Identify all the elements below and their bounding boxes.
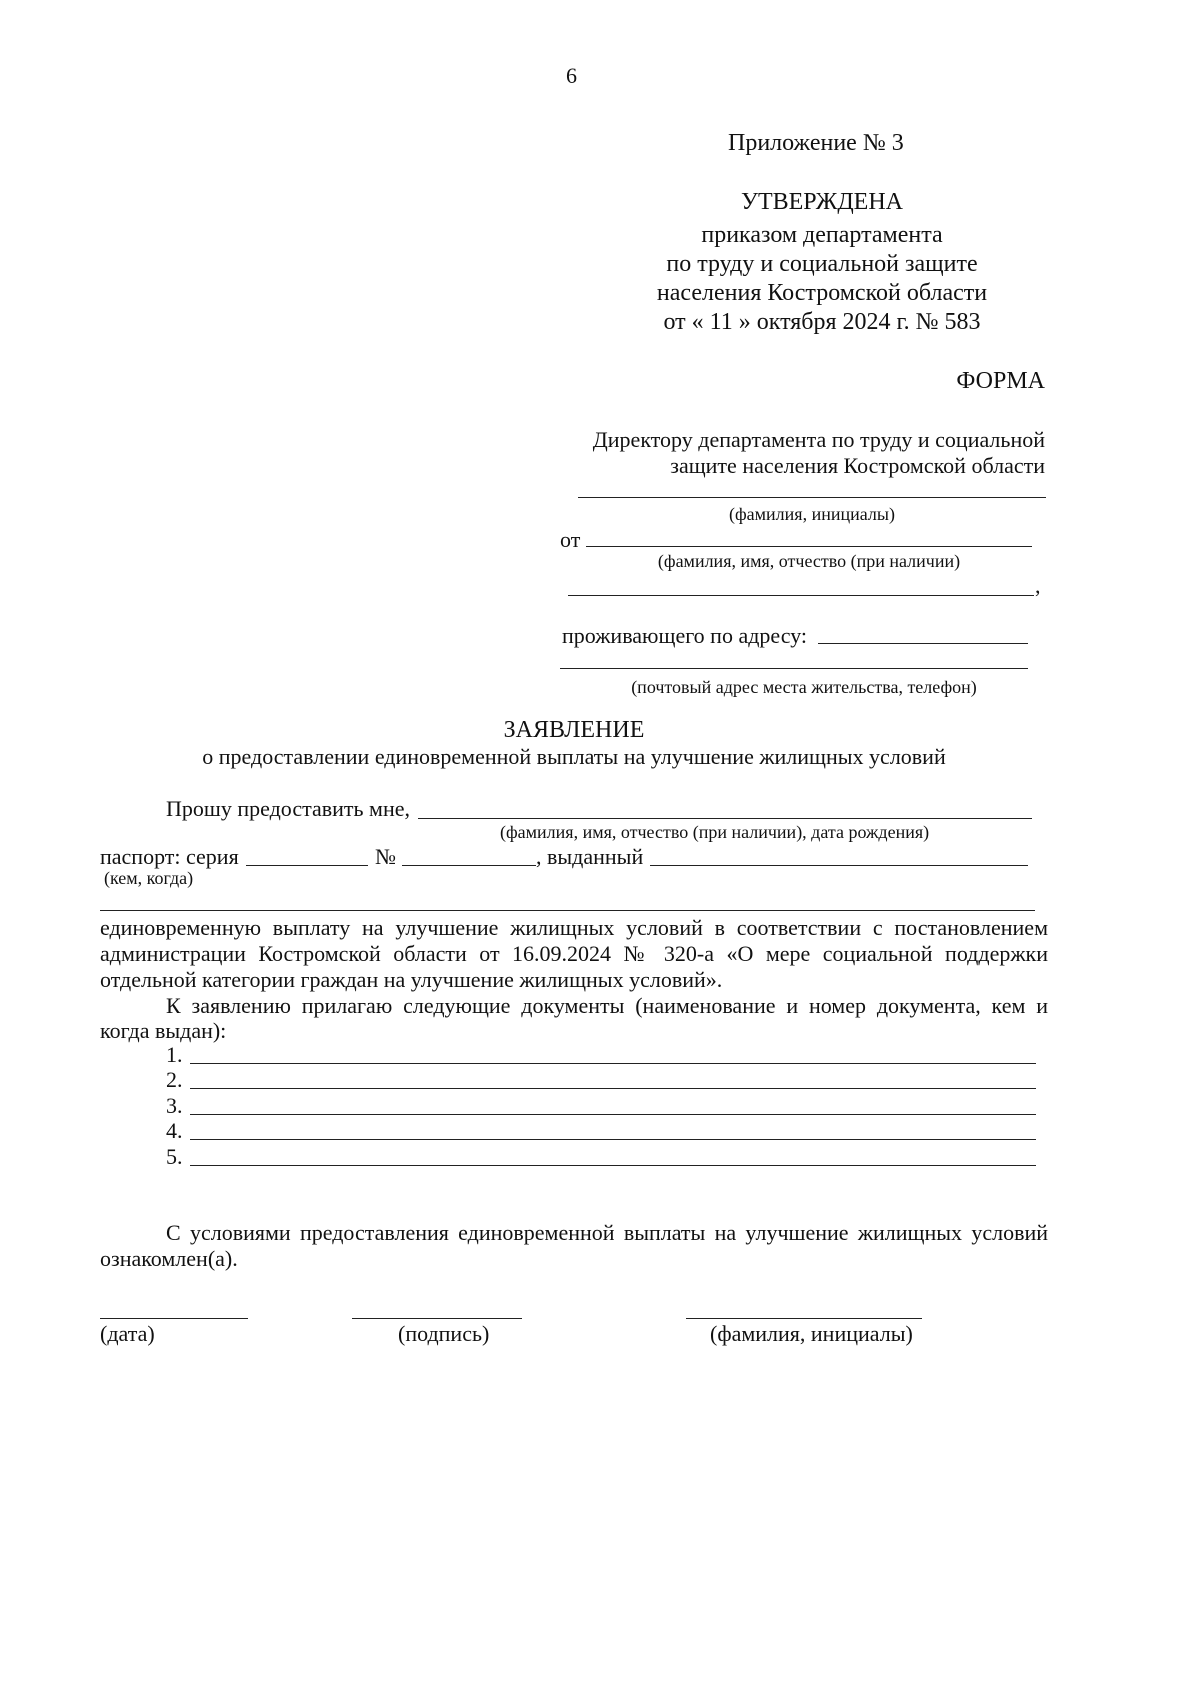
from-label: от bbox=[560, 527, 581, 552]
signature-caption: (подпись) bbox=[398, 1321, 490, 1346]
passport-number-sign: № bbox=[375, 844, 396, 869]
page-number: 6 bbox=[566, 63, 577, 88]
address-label: проживающего по адресу: bbox=[562, 623, 808, 648]
document-line-2 bbox=[190, 1088, 1036, 1089]
approval-line-3: населения Костромской области bbox=[656, 280, 988, 306]
document-line-1 bbox=[190, 1063, 1036, 1064]
passport-number-line bbox=[402, 865, 536, 866]
body-line-1: единовременную выплату на улучшение жилищных условий в соответствии с постановлением bbox=[100, 915, 1048, 940]
date-caption: (дата) bbox=[100, 1321, 155, 1346]
appendix-label: Приложение № 3 bbox=[728, 130, 904, 156]
issued-label: , выданный bbox=[536, 844, 644, 869]
addressee-line-2: защите населения Костромской области bbox=[670, 453, 1045, 478]
document-number-1: 1. bbox=[166, 1042, 183, 1067]
applicant-full-name-line bbox=[418, 818, 1032, 819]
signature-line bbox=[352, 1318, 522, 1319]
name-initials-caption: (фамилия, инициалы) bbox=[710, 1321, 913, 1346]
comma: , bbox=[1035, 573, 1041, 598]
applicant-full-name-caption: (фамилия, имя, отчество (при наличии), дата рождения) bbox=[500, 822, 930, 842]
body-line-2: администрации Костромской области от 16.09.2024 № 320-а «О мере социальной поддержки bbox=[100, 941, 1048, 966]
statement-subtitle: о предоставлении единовременной выплаты на улучшение жилищных условий bbox=[202, 744, 946, 769]
body-line-3: отдельной категории граждан на улучшение жилищных условий». bbox=[100, 967, 723, 992]
request-lead: Прошу предоставить мне, bbox=[166, 796, 410, 821]
document-number-3: 3. bbox=[166, 1093, 183, 1118]
document-number-2: 2. bbox=[166, 1067, 183, 1092]
approval-line-2: по труду и социальной защите bbox=[666, 251, 978, 277]
addressee-line-1: Директору департамента по труду и социальной bbox=[592, 427, 1045, 452]
issued-by-line-2 bbox=[100, 910, 1035, 911]
approval-title: УТВЕРЖДЕНА bbox=[740, 189, 904, 215]
passport-series-label: паспорт: серия bbox=[100, 844, 239, 869]
applicant-name-caption: (фамилия, имя, отчество (при наличии) bbox=[657, 551, 961, 571]
statement-title: ЗАЯВЛЕНИЕ bbox=[503, 717, 645, 743]
passport-series-line bbox=[246, 865, 368, 866]
address-line-1 bbox=[818, 643, 1028, 644]
director-name-caption: (фамилия, инициалы) bbox=[729, 504, 895, 524]
form-label: ФОРМА bbox=[956, 368, 1045, 394]
approval-line-4: от « 11 » октября 2024 г. № 583 bbox=[663, 309, 981, 335]
acknowledgement-line-1: С условиями предоставления единовременной выплаты на улучшение жилищных условий bbox=[166, 1220, 1048, 1245]
document-line-4 bbox=[190, 1139, 1036, 1140]
document-line-3 bbox=[190, 1114, 1036, 1115]
applicant-name-line bbox=[586, 546, 1032, 547]
document-number-4: 4. bbox=[166, 1118, 183, 1143]
issued-caption: (кем, когда) bbox=[104, 868, 194, 888]
attach-line-2: когда выдан): bbox=[100, 1018, 227, 1043]
issued-by-line bbox=[650, 865, 1028, 866]
director-name-line bbox=[578, 497, 1046, 498]
document-number-5: 5. bbox=[166, 1144, 183, 1169]
address-line-2 bbox=[560, 668, 1028, 669]
name-initials-line bbox=[686, 1318, 922, 1319]
address-caption: (почтовый адрес места жительства, телефон) bbox=[631, 677, 977, 697]
attach-line-1: К заявлению прилагаю следующие документы (наименование и номер документа, кем и bbox=[166, 993, 1048, 1018]
date-line bbox=[100, 1318, 248, 1319]
document-line-5 bbox=[190, 1165, 1036, 1166]
acknowledgement-line-2: ознакомлен(а). bbox=[100, 1246, 238, 1271]
approval-line-1: приказом департамента bbox=[701, 222, 943, 248]
applicant-name-line-2 bbox=[568, 595, 1034, 596]
